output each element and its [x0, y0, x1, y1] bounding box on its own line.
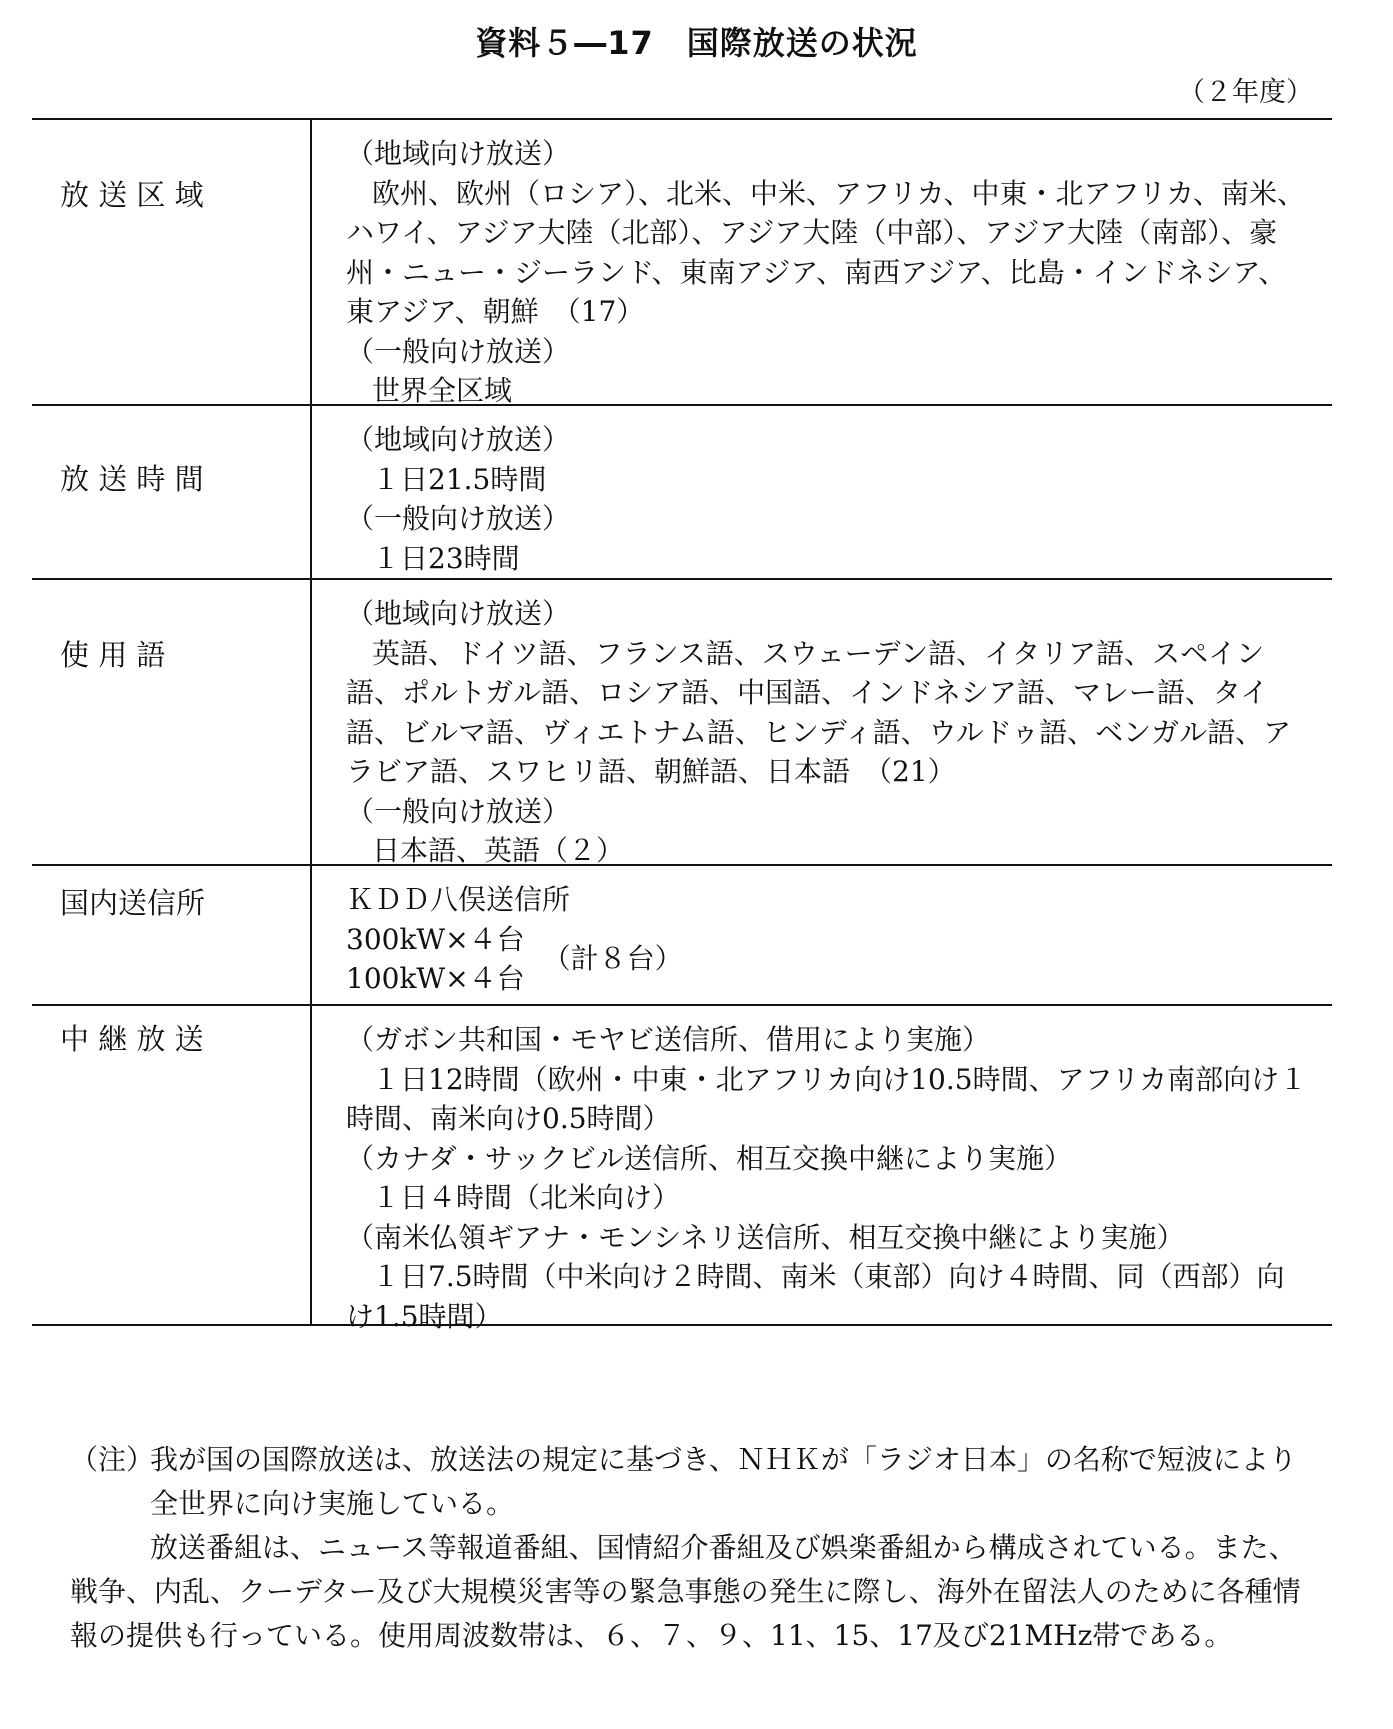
footnote-second-paragraph: 放送番組は、ニュース等報道番組、国情紹介番組及び娯楽番組から構成されている。また、戦争、内乱、クーデター及び大規模災害等の緊急事態の発生に際し、海外在留法人のために各種情報の提供も行っている。使用周波数帯は、６、７、９、11、15、17及び21MHz帯である。 — [70, 1531, 1301, 1652]
content-heading: （一般向け放送） — [346, 794, 571, 828]
row-label — [32, 120, 312, 404]
row-content — [312, 406, 1332, 578]
transmitter-unit: 300kW×４台 — [346, 922, 525, 956]
footnote-text: 我が国の国際放送は、放送法の規定に基づき、ＮＨＫが「ラジオ日本」の名称で短波により全世界に向け実施している。 — [150, 1443, 1297, 1520]
row-content — [312, 580, 1332, 867]
content-heading: （地域向け放送） — [346, 423, 571, 456]
row-label-text: 中 継 放 送 — [60, 1022, 204, 1056]
transmitter-unit: 100kW×４台 — [346, 962, 525, 995]
table-row-area — [32, 120, 1332, 406]
row-content — [312, 866, 1332, 1004]
transmitter-total: （計８台） — [542, 942, 683, 976]
row-label-text: 放 送 時 間 — [60, 462, 204, 496]
row-content — [312, 1006, 1332, 1333]
footnote-first-paragraph — [70, 1438, 1320, 1526]
page-title: 資料５―17 国際放送の状況 — [475, 24, 918, 62]
station-name: ＫＤＤ八俣送信所 — [346, 883, 571, 916]
content-heading: （一般向け放送） — [346, 334, 571, 368]
row-label — [32, 406, 312, 578]
table-row-hours — [32, 406, 1332, 580]
table-row-languages — [32, 580, 1332, 866]
footnote — [70, 1438, 1320, 1658]
content-heading: （カナダ・サックビル送信所、相互交換中継により実施） — [346, 1141, 1073, 1175]
row-label — [32, 1006, 312, 1324]
footnote-mark: （注） — [70, 1443, 155, 1476]
row-label-text: 国内送信所 — [60, 886, 206, 920]
content-heading: （地域向け放送） — [346, 137, 571, 170]
transmitter-units — [346, 920, 1312, 999]
content-heading: （南米仏領ギアナ・モンシネリ送信所、相互交換中継により実施） — [346, 1220, 1185, 1254]
content-heading: （ガボン共和国・モヤビ送信所、借用により実施） — [346, 1023, 991, 1056]
content-text: 世界全区域 — [372, 374, 513, 407]
broadcast-status-table — [32, 118, 1332, 1333]
content-text: 日本語、英語（２） — [372, 834, 625, 867]
row-label — [32, 580, 312, 864]
content-text: １日12時間（欧州・中東・北アフリカ向け10.5時間、アフリカ南部向け１時間、南米向け0.5時間） — [346, 1062, 1308, 1135]
content-heading: （一般向け放送） — [346, 502, 571, 535]
table-row-relay — [32, 1006, 1332, 1333]
content-text: １日21.5時間 — [372, 462, 547, 496]
content-text: １日４時間（北米向け） — [372, 1181, 681, 1214]
content-text: 欧州、欧州（ロシア）、北米、中米、アフリカ、中東・北アフリカ、南米、ハワイ、アジア大陸（北部）、アジア大陸（中部）、アジア大陸（南部）、豪州・ニュー・ジーランド、東南アジア、南西アジア、比島・インドネシア、東アジア、朝鮮 （17） — [346, 176, 1305, 328]
fiscal-year-label: （２年度） — [1178, 77, 1313, 108]
row-label-text: 放 送 区 域 — [60, 178, 204, 212]
content-text: １日23時間 — [372, 541, 520, 575]
transmitter-list — [346, 920, 525, 999]
row-label — [32, 866, 312, 1004]
content-text: １日7.5時間（中米向け２時間、南米（東部）向け４時間、同（西部）向け1.5時間） — [346, 1260, 1285, 1333]
row-content — [312, 120, 1332, 407]
content-text: 英語、ドイツ語、フランス語、スウェーデン語、イタリア語、スペイン語、ポルトガル語、ロシア語、中国語、インドネシア語、マレー語、タイ語、ビルマ語、ヴィエトナム語、ヒンディ語、ウルドゥ語、ベンガル語、アラビア語、スワヒリ語、朝鮮語、日本語 （21） — [346, 636, 1292, 788]
table-row-domestic-station — [32, 866, 1332, 1006]
row-label-text: 使 用 語 — [60, 638, 166, 672]
content-heading: （地域向け放送） — [346, 597, 571, 630]
